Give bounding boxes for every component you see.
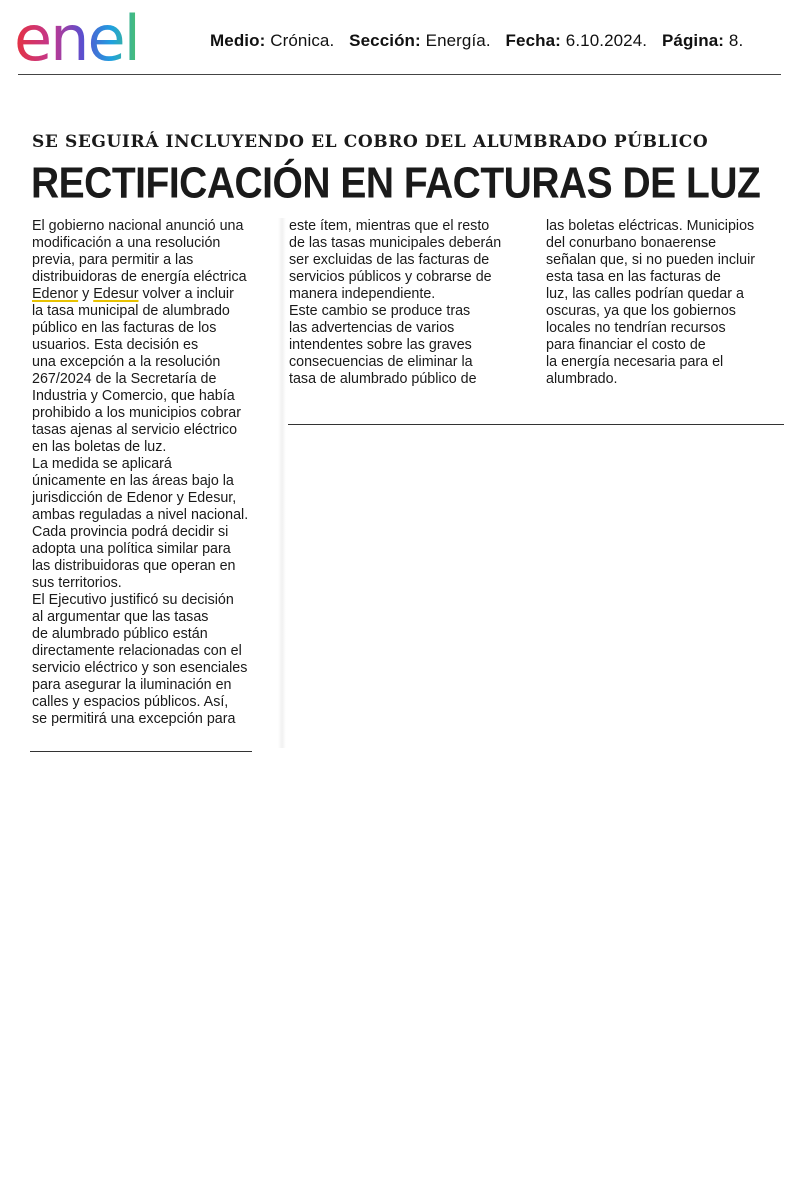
- highlighted-edesur: Edesur: [93, 286, 139, 302]
- text-line: servicios públicos y cobrarse de: [289, 269, 492, 285]
- text-line: de alumbrado público están: [32, 626, 208, 642]
- text-line: Industria y Comercio, que había: [32, 388, 235, 404]
- text-line: señalan que, si no pueden incluir: [546, 252, 756, 268]
- article-column-1: [32, 218, 277, 728]
- seccion-value: Energía.: [425, 31, 491, 50]
- text-line: del conurbano bonaerense: [546, 235, 717, 251]
- text-line: Cada provincia podrá decidir si: [32, 524, 229, 540]
- text-line: ser excluidas de las facturas de: [289, 252, 490, 268]
- text-line: La medida se aplicará: [32, 456, 172, 472]
- clipping-header: [0, 0, 800, 76]
- text-line: consecuencias de eliminar la: [289, 354, 473, 370]
- text-line: una excepción a la resolución: [32, 354, 221, 370]
- text-line: [32, 286, 277, 303]
- text-line: jurisdicción de Edenor y Edesur,: [32, 490, 237, 506]
- highlighted-edenor: Edenor: [32, 286, 79, 302]
- text-line: las distribuidoras que operan en: [32, 558, 236, 574]
- columns-2-3-end-rule: [288, 424, 784, 425]
- header-divider: [18, 74, 781, 75]
- article-kicker: SE SEGUIRÁ INCLUYENDO EL COBRO DEL ALUMBRADO PÚBLICO: [32, 132, 709, 152]
- text-line: alumbrado.: [546, 371, 618, 387]
- enel-logo: [14, 6, 180, 70]
- text-line: modificación a una resolución: [32, 235, 221, 251]
- text-line: únicamente en las áreas bajo la: [32, 473, 234, 489]
- fecha-label: Fecha:: [505, 31, 561, 50]
- text-line: para financiar el costo de: [546, 337, 706, 353]
- pagina-value: 8.: [728, 31, 744, 50]
- text-fragment: volver a incluir: [138, 286, 234, 302]
- text-line: tasas ajenas al servicio eléctrico: [32, 422, 238, 438]
- text-line: directamente relacionadas con el: [32, 643, 242, 659]
- text-line: servicio eléctrico y son esenciales: [32, 660, 248, 676]
- article-column-3: [546, 218, 791, 388]
- text-line: tasa de alumbrado público de: [289, 371, 477, 387]
- text-line: este ítem, mientras que el resto: [289, 218, 490, 234]
- article-headline: RECTIFICACIÓN EN FACTURAS DE LUZ: [31, 159, 761, 208]
- text-line: previa, para permitir a las: [32, 252, 194, 268]
- text-line: la tasa municipal de alumbrado: [32, 303, 230, 319]
- column-gutter: [278, 218, 286, 748]
- text-line: manera independiente.: [289, 286, 436, 302]
- text-line: prohibido a los municipios cobrar: [32, 405, 242, 421]
- text-line: luz, las calles podrían quedar a: [546, 286, 744, 302]
- text-line: sus territorios.: [32, 575, 122, 591]
- text-line: 267/2024 de la Secretaría de: [32, 371, 217, 387]
- text-line: calles y espacios públicos. Así,: [32, 694, 229, 710]
- text-line: al argumentar que las tasas: [32, 609, 209, 625]
- text-line: oscuras, ya que los gobiernos: [546, 303, 736, 319]
- medio-label: Medio:: [210, 31, 266, 50]
- text-line: intendentes sobre las graves: [289, 337, 472, 353]
- fecha-value: 6.10.2024.: [565, 31, 648, 50]
- text-line: esta tasa en las facturas de: [546, 269, 721, 285]
- text-fragment: y: [78, 286, 94, 302]
- medio-value: Crónica.: [270, 31, 335, 50]
- text-line: Este cambio se produce tras: [289, 303, 471, 319]
- text-line: en las boletas de luz.: [32, 439, 167, 455]
- text-line: El Ejecutivo justificó su decisión: [32, 592, 234, 608]
- logo-text: enel: [14, 6, 139, 70]
- article-column-2: [289, 218, 534, 388]
- text-line: usuarios. Esta decisión es: [32, 337, 199, 353]
- text-line: público en las facturas de los: [32, 320, 217, 336]
- pagina-label: Página:: [661, 31, 725, 50]
- text-line: de las tasas municipales deberán: [289, 235, 502, 251]
- text-line: se permitirá una excepción para: [32, 711, 236, 727]
- text-line: locales no tendrían recursos: [546, 320, 726, 336]
- text-line: distribuidoras de energía eléctrica: [32, 269, 247, 285]
- text-line: El gobierno nacional anunció una: [32, 218, 244, 234]
- text-line: las boletas eléctricas. Municipios: [546, 218, 755, 234]
- text-line: ambas reguladas a nivel nacional.: [32, 507, 249, 523]
- clipping-meta: [210, 31, 743, 51]
- text-line: para asegurar la iluminación en: [32, 677, 232, 693]
- text-line: las advertencias de varios: [289, 320, 455, 336]
- text-line: la energía necesaria para el: [546, 354, 724, 370]
- text-line: adopta una política similar para: [32, 541, 231, 557]
- seccion-label: Sección:: [349, 31, 421, 50]
- column-1-end-rule: [30, 751, 252, 752]
